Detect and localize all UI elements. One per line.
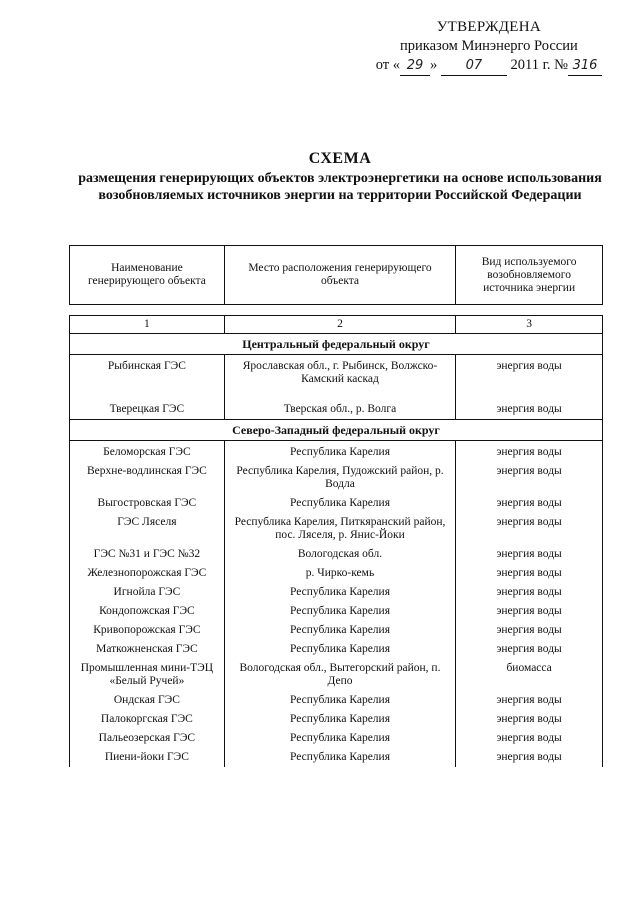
object-name: Кондопожская ГЭС: [70, 602, 225, 621]
object-name: Кривопорожская ГЭС: [70, 621, 225, 640]
object-name: Игнойла ГЭС: [70, 583, 225, 602]
table-row: [70, 710, 603, 729]
approval-date-line: [376, 56, 602, 76]
object-name: Палокоргская ГЭС: [70, 710, 225, 729]
table-header-row: [70, 246, 603, 305]
energy-source: энергия воды: [456, 462, 603, 494]
column-header: Место расположения генерирующего объекта: [224, 246, 455, 305]
object-name: Рыбинская ГЭС: [70, 355, 225, 390]
energy-source: энергия воды: [456, 710, 603, 729]
object-name: Тверецкая ГЭС: [70, 389, 225, 420]
table-row: [70, 494, 603, 513]
gap-cell: [70, 305, 603, 316]
scheme-table: [69, 245, 603, 767]
object-location: Республика Карелия: [224, 691, 455, 710]
date-year-text: 2011 г. №: [510, 57, 568, 73]
date-prefix: от «: [375, 57, 401, 73]
object-location: Республика Карелия: [224, 602, 455, 621]
date-quote-close: »: [430, 57, 438, 73]
table-row: [70, 729, 603, 748]
table-row: [70, 462, 603, 494]
object-name: Железнопорожская ГЭС: [70, 564, 225, 583]
approval-order-line: приказом Минэнерго России: [400, 38, 578, 54]
approval-stamp: [376, 18, 602, 76]
energy-source: энергия воды: [456, 441, 603, 463]
object-location: Республика Карелия: [224, 640, 455, 659]
table-row: [70, 564, 603, 583]
table-row: [70, 659, 603, 691]
table-row: [70, 355, 603, 390]
table-row: [70, 389, 603, 420]
energy-source: энергия воды: [456, 513, 603, 545]
column-number: 3: [456, 316, 603, 334]
district-name: Северо-Западный федеральный округ: [70, 420, 603, 441]
object-location: Вологодская обл.: [224, 545, 455, 564]
energy-source: энергия воды: [456, 621, 603, 640]
table-row: [70, 545, 603, 564]
object-name: Маткожненская ГЭС: [70, 640, 225, 659]
object-name: Верхне-водлинская ГЭС: [70, 462, 225, 494]
column-header: Вид используемого возобновляемого источника энергии: [456, 246, 603, 305]
table-row: [70, 621, 603, 640]
table-row: [70, 513, 603, 545]
table-row: [70, 691, 603, 710]
object-location: Тверская обл., р. Волга: [224, 389, 455, 420]
object-name: Промышленная мини-ТЭЦ «Белый Ручей»: [70, 659, 225, 691]
district-name: Центральный федеральный округ: [70, 334, 603, 355]
column-number-row: [70, 316, 603, 334]
district-header-row: [70, 420, 603, 441]
object-name: Ондская ГЭС: [70, 691, 225, 710]
column-header: Наименование генерирующего объекта: [70, 246, 225, 305]
energy-source: энергия воды: [456, 545, 603, 564]
object-name: Выгостровская ГЭС: [70, 494, 225, 513]
table-row: [70, 640, 603, 659]
title-subtitle: размещения генерирующих объектов электроэнергетики на основе использования возобновляемых источников энергии на территории Российской Федерации: [78, 171, 602, 203]
object-location: Республика Карелия: [224, 494, 455, 513]
object-location: Республика Карелия, Пудожский район, р. Водла: [224, 462, 455, 494]
object-location: Республика Карелия: [224, 710, 455, 729]
table-gap: [70, 305, 603, 316]
approval-heading: УТВЕРЖДЕНА: [436, 19, 541, 35]
object-name: Беломорская ГЭС: [70, 441, 225, 463]
object-name: ГЭС №31 и ГЭС №32: [70, 545, 225, 564]
document-title: [60, 150, 620, 204]
energy-source: энергия воды: [456, 640, 603, 659]
district-header-row: [70, 334, 603, 355]
object-name: ГЭС Ляселя: [70, 513, 225, 545]
object-location: Республика Карелия: [224, 621, 455, 640]
table-row: [70, 602, 603, 621]
energy-source: энергия воды: [456, 355, 603, 390]
energy-source: энергия воды: [456, 494, 603, 513]
column-number: 2: [224, 316, 455, 334]
energy-source: энергия воды: [456, 691, 603, 710]
column-number: 1: [70, 316, 225, 334]
object-location: Республика Карелия: [224, 729, 455, 748]
title-main: СХЕМА: [308, 150, 372, 167]
object-location: Республика Карелия: [224, 748, 455, 767]
object-location: Вологодская обл., Вытегорский район, п. Депо: [224, 659, 455, 691]
energy-source: энергия воды: [456, 729, 603, 748]
object-location: Республика Карелия: [224, 441, 455, 463]
energy-source: энергия воды: [456, 389, 603, 420]
object-location: Ярославская обл., г. Рыбинск, Волжско-Камский каскад: [224, 355, 455, 390]
object-name: Пиени-йоки ГЭС: [70, 748, 225, 767]
table-row: [70, 583, 603, 602]
object-location: Республика Карелия, Питкяранский район, пос. Ляселя, р. Янис-Йоки: [224, 513, 455, 545]
energy-source: энергия воды: [456, 583, 603, 602]
energy-source: энергия воды: [456, 748, 603, 767]
object-name: Пальеозерская ГЭС: [70, 729, 225, 748]
table-row: [70, 748, 603, 767]
energy-source: биомасса: [456, 659, 603, 691]
table-row: [70, 441, 603, 463]
energy-source: энергия воды: [456, 602, 603, 621]
energy-source: энергия воды: [456, 564, 603, 583]
handwritten-month: 07: [441, 56, 507, 76]
handwritten-number: 316: [568, 56, 602, 76]
object-location: р. Чирко-кемь: [224, 564, 455, 583]
object-location: Республика Карелия: [224, 583, 455, 602]
handwritten-day: 29: [400, 56, 430, 76]
